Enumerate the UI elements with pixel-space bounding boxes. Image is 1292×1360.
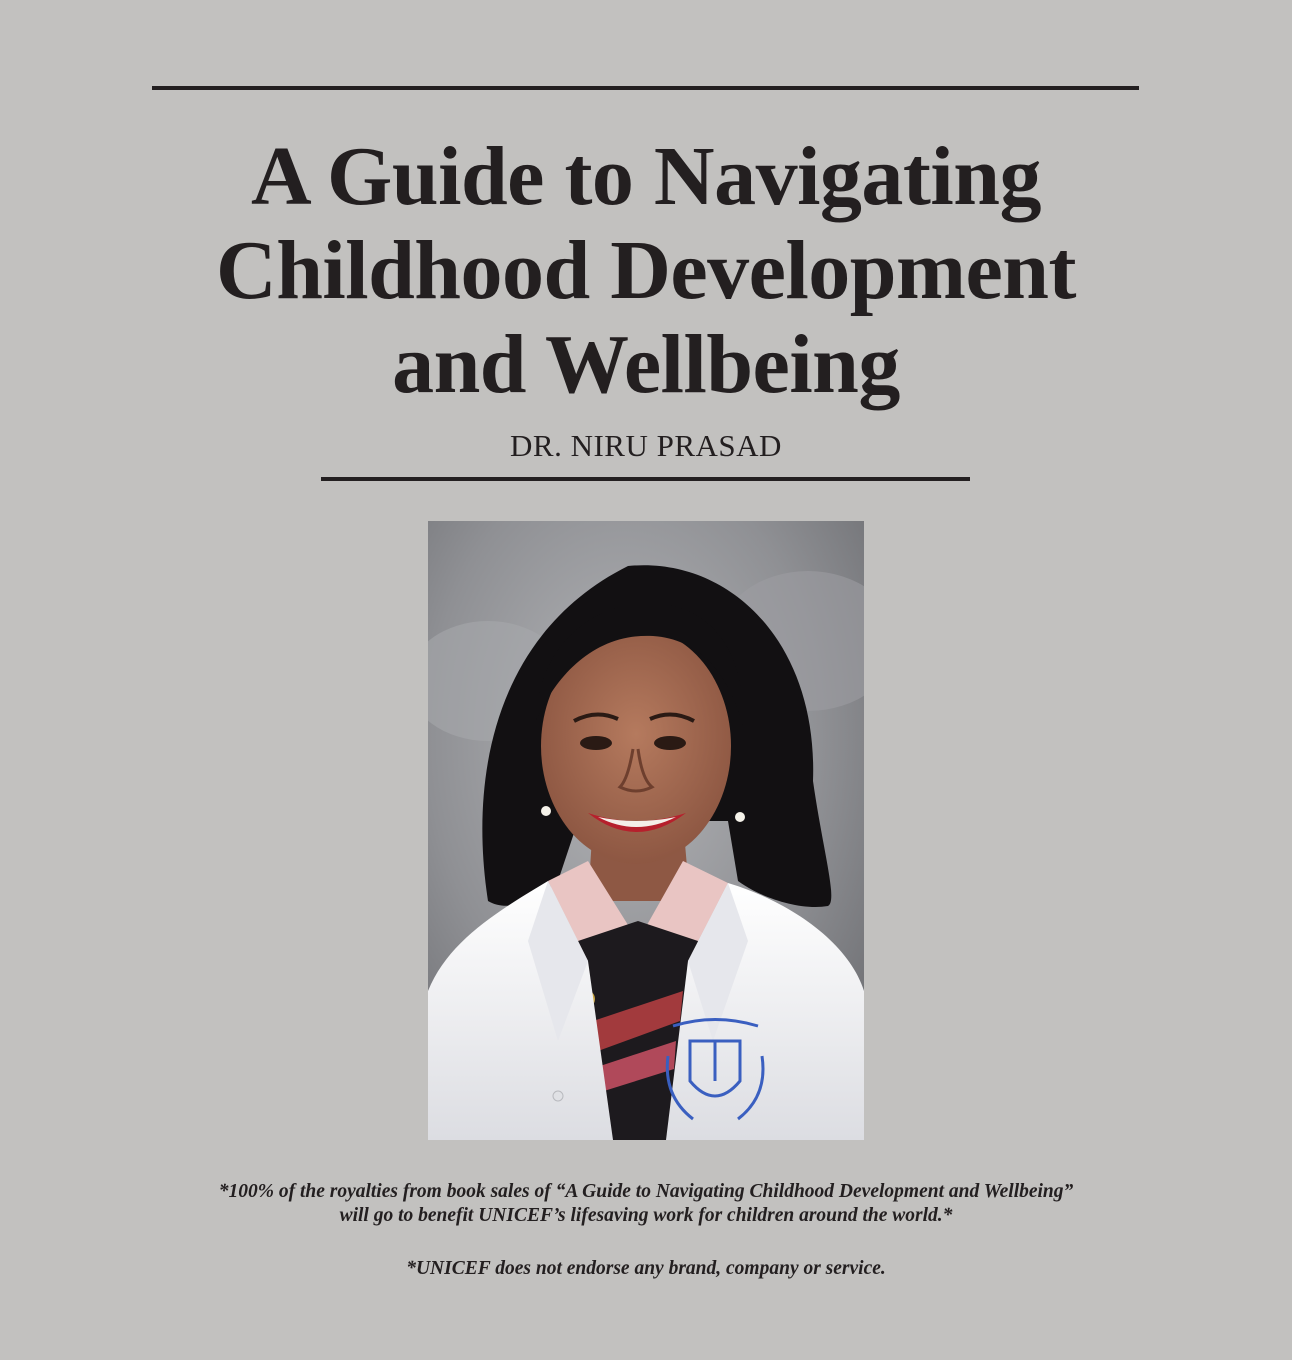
title-line-3: and Wellbeing: [392, 318, 900, 411]
title-line-2: Childhood Development: [216, 224, 1076, 317]
author-rule: [321, 477, 970, 481]
right-eye: [654, 736, 686, 750]
book-title: [0, 130, 1292, 412]
right-earring: [735, 812, 745, 822]
left-eye: [580, 736, 612, 750]
left-earring: [541, 806, 551, 816]
unicef-disclaimer: *UNICEF does not endorse any brand, company or service.: [406, 1258, 886, 1279]
royalty-note-line-2: will go to benefit UNICEF’s lifesaving work for children around the world.*: [339, 1205, 953, 1226]
author-name: DR. NIRU PRASAD: [510, 428, 782, 463]
title-line-1: A Guide to Navigating: [251, 130, 1041, 223]
royalty-note: [0, 1180, 1292, 1228]
royalty-note-line-1: *100% of the royalties from book sales of “A Guide to Navigating Childhood Development and Wellbeing”: [218, 1181, 1074, 1202]
author-portrait: [428, 521, 864, 1140]
coat-button: [553, 1091, 563, 1101]
top-rule: [152, 86, 1139, 90]
